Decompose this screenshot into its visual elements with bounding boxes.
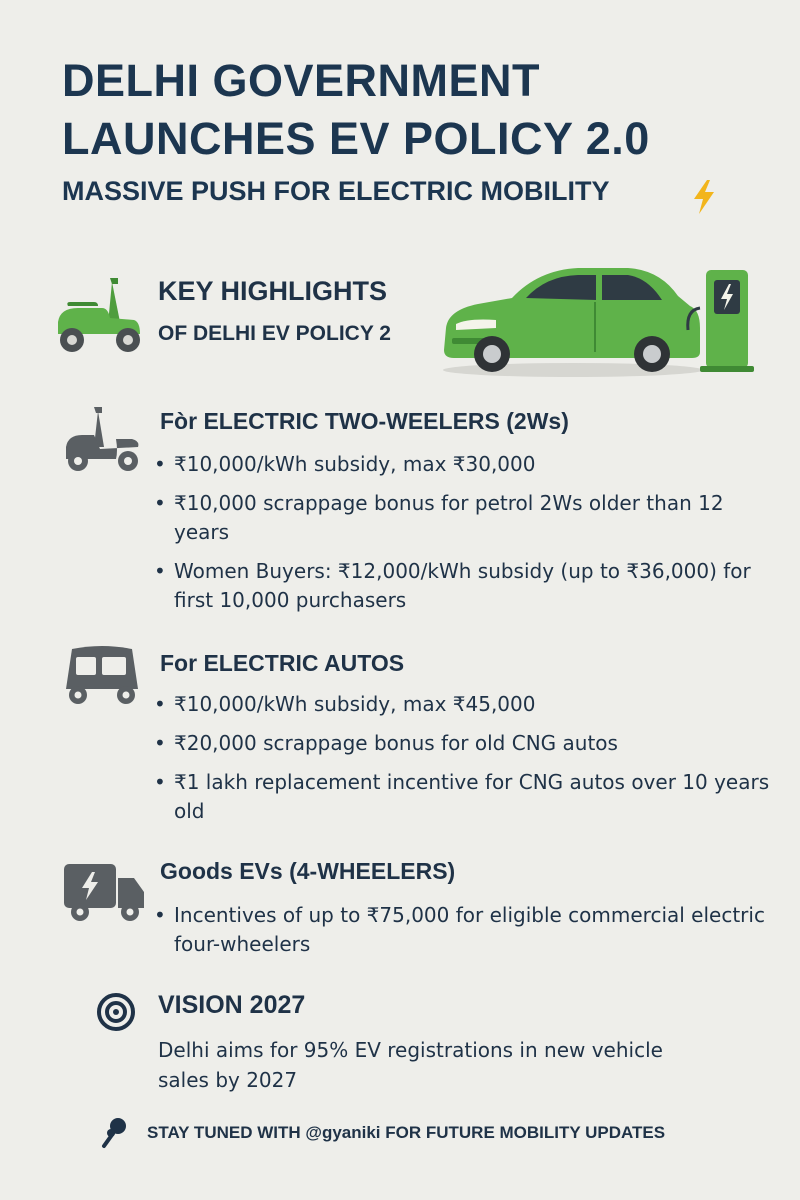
two-wheelers-list [152,450,772,625]
autos-title: For ELECTRIC AUTOS [160,650,405,676]
key-highlights-subtitle: OF DELHI EV POLICY 2 [158,322,391,345]
scooter-icon [60,403,142,473]
key-highlights-title: KEY HIGHLIGHTS [158,276,388,306]
electric-car-charging-illustration [438,258,768,380]
list-item: • ₹10,000 scrappage bonus for petrol 2Ws older than 12 years [152,489,772,547]
list-item: • ₹1 lakh replacement incentive for CNG autos over 10 years old [152,768,772,826]
two-wheelers-title: Fòr ELECTRIC TWO-WEELERS (2Ws) [160,408,569,434]
target-icon [96,992,136,1032]
goods-evs-list [152,901,772,969]
auto-rickshaw-icon [62,645,142,707]
goods-evs-title: Goods EVs (4-WHEELERS) [160,858,456,884]
list-item: • Women Buyers: ₹12,000/kWh subsidy (up to ₹36,000) for first 10,000 purchasers [152,557,772,615]
vision-text: Delhi aims for 95% EV registrations in new vehicle sales by 2027 [158,1038,663,1092]
list-item: • ₹20,000 scrappage bonus for old CNG autos [152,729,772,758]
pin-icon [100,1116,130,1150]
list-item: • ₹10,000/kWh subsidy, max ₹30,000 [152,450,772,479]
lightning-icon [692,180,716,214]
page-subtitle: MASSIVE PUSH FOR ELECTRIC MOBILITY [62,176,610,206]
list-item: • ₹10,000/kWh subsidy, max ₹45,000 [152,690,772,719]
autos-list [152,690,772,836]
vision-title: VISION 2027 [158,991,306,1019]
list-item: • Incentives of up to ₹75,000 for eligible commercial electric four-wheelers [152,901,772,959]
green-scooter-icon [48,274,144,356]
electric-truck-icon [62,860,146,924]
footer-text: STAY TUNED WITH @gyaniki FOR FUTURE MOBILITY UPDATES [147,1123,666,1142]
page-title: DELHI GOVERNMENT LAUNCHES EV POLICY 2.0 [62,55,650,164]
